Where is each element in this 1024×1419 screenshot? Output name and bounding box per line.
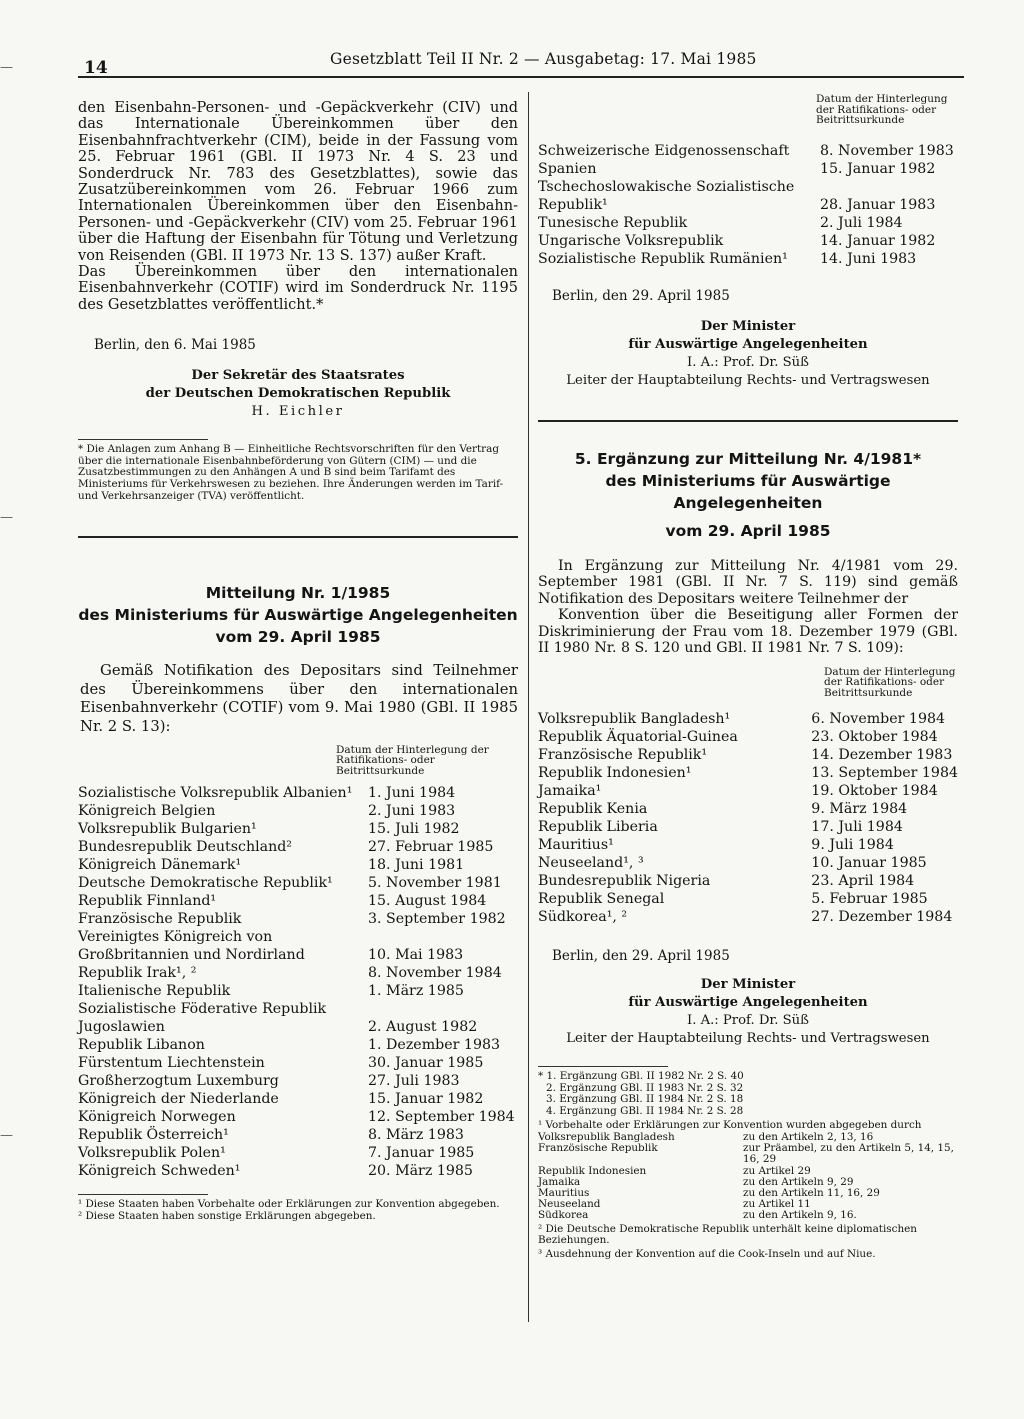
state-name: Königreich Schweden¹ [78, 1163, 241, 1180]
state-row [538, 232, 958, 250]
heading-line-3: vom 29. April 1985 [665, 521, 831, 540]
state-name: Sozialistische Republik Rumänien¹ [538, 250, 788, 267]
heading-line-3: vom 29. April 1985 [215, 628, 381, 647]
state-row [538, 214, 958, 232]
deposit-date: 1. Juni 1984 [368, 785, 456, 802]
state-name: Tschechoslowakische Sozialistische Republik¹ [538, 178, 795, 213]
state-name: Ungarische Volksrepublik [538, 232, 724, 249]
deposit-date: 6. November 1984 [811, 711, 946, 727]
states-table-bottom [538, 710, 958, 926]
state-name: Bundesrepublik Deutschland² [78, 839, 292, 856]
edge-mark: — [0, 60, 13, 75]
section-rule [78, 536, 518, 538]
deposit-date: 10. Mai 1983 [368, 947, 464, 964]
deposit-date: 20. März 1985 [368, 1163, 473, 1180]
heading-line-1: Mitteilung Nr. 1/1985 [205, 584, 391, 603]
state-row [538, 890, 958, 908]
state-name: Republik Senegal [538, 891, 665, 907]
header-rule [78, 76, 964, 78]
intro-paragraph-2: Das Übereinkommen über den internationalen Eisenbahnverkehr (COTIF) wird im Sonderdruck Nr. 1195 des Gesetzblattes veröffentlicht.* [78, 264, 518, 313]
state-row [78, 1000, 518, 1036]
reservation-state: Republik Indonesien [538, 1164, 647, 1177]
state-row [538, 872, 958, 890]
footnote-1-intro: ¹ Vorbehalte oder Erklärungen zur Konvention wurden abgegeben durch [538, 1119, 922, 1132]
state-name: Republik Österreich¹ [78, 1127, 229, 1144]
place-date: Berlin, den 29. April 1985 [552, 287, 730, 304]
reservation-state: Französische Republik [538, 1142, 658, 1155]
state-name: Tunesische Republik [538, 214, 688, 231]
state-name: Republik Kenia [538, 801, 648, 817]
state-name: Deutsche Demokratische Republik¹ [78, 875, 333, 892]
reservation-articles: zu Artikel 11 [743, 1198, 811, 1211]
state-name: Italienische Republik [78, 983, 231, 1000]
state-row [78, 856, 518, 874]
state-name: Republik Irak¹, ² [78, 965, 197, 982]
state-row [538, 178, 958, 214]
state-name: Republik Libanon [78, 1037, 205, 1054]
state-name: Volksrepublik Bangladesh¹ [538, 711, 731, 727]
deposit-date: 15. Januar 1982 [820, 160, 936, 177]
state-row [78, 928, 518, 964]
signature-name: I. A.: Prof. Dr. Süß [686, 1013, 809, 1028]
state-name: Schweizerische Eidgenossenschaft [538, 142, 790, 159]
state-row [538, 854, 958, 872]
state-row [78, 802, 518, 820]
deposit-date: 19. Oktober 1984 [811, 783, 938, 799]
footnote-rule [538, 1066, 668, 1067]
state-name: Republik Liberia [538, 819, 658, 835]
state-name: Mauritius¹ [538, 837, 614, 853]
states-table [78, 784, 518, 1180]
deposit-date: 23. Oktober 1984 [811, 729, 938, 745]
signature-name: H. Eichler [251, 404, 345, 420]
reservation-articles: zu den Artikeln 9, 29 [743, 1175, 854, 1188]
state-name: Königreich Norwegen [78, 1109, 236, 1126]
signature-title-2: der Deutschen Demokratischen Republik [145, 386, 451, 402]
deposit-date: 23. April 1984 [811, 873, 915, 889]
state-row [538, 818, 958, 836]
signature-role: Leiter der Hauptabteilung Rechts- und Vertragswesen [566, 372, 930, 388]
state-name: Vereinigtes Königreich von Großbritannien und Nordirland [78, 929, 305, 964]
state-name: Sozialistische Volksrepublik Albanien¹ [78, 785, 353, 802]
deposit-date: 17. Juli 1984 [811, 819, 903, 835]
state-name: Spanien [538, 160, 597, 177]
state-name: Königreich Dänemark¹ [78, 857, 242, 874]
dates-column-header: Datum der Hinterlegung der Ratifikations- oder Beitrittsurkunde [336, 743, 489, 777]
section-heading [78, 582, 518, 648]
deposit-date: 28. Januar 1983 [820, 196, 936, 213]
footnote-rule [78, 1194, 208, 1195]
signature-block [538, 318, 958, 390]
footnote-star-list [538, 1071, 958, 1117]
body-paragraph: In Ergänzung zur Mitteilung Nr. 4/1981 vom 29. September 1981 (GBl. II Nr. 7 S. 119) sind gemäß Notifikation des Depositars weitere Teilnehmer der [538, 557, 958, 607]
body-paragraph: Gemäß Notifikation des Depositars sind Teilnehmer des Übereinkommens über den internationalen Eisenbahnverkehr (COTIF) vom 9. Mai 1980 (GBl. II 1985 Nr. 2 S. 13): [80, 662, 518, 736]
footnote-star-item: 4. Ergänzung GBl. II 1984 Nr. 2 S. 28 [546, 1104, 744, 1117]
footnote-rule [78, 439, 208, 440]
dates-column-header: Datum der Hinterlegung der Ratifikations- oder Beitrittsurkunde [816, 93, 948, 126]
reservation-articles: zu den Artikeln 2, 13, 16 [743, 1130, 874, 1143]
signature-role: Leiter der Hauptabteilung Rechts- und Vertragswesen [566, 1031, 930, 1046]
deposit-date: 9. Juli 1984 [811, 837, 894, 853]
footnote-1: ¹ Diese Staaten haben Vorbehalte oder Erklärungen zur Konvention abgegeben. [78, 1198, 500, 1211]
footnote: * Die Anlagen zum Anhang B — Einheitliche Rechtsvorschriften für den Vertrag über die internationale Eisenbahnbeförderung von Gütern (CIM) — und die Zusatzbestimmungen zu den Anhängen A und B sind beim Tarifamt des Ministeriums für Verkehrswesen zu beziehen. Ihre Änderungen werden im Tarif- und Verkehrsanzeiger (TVA) veröffentlicht. [78, 443, 504, 502]
page-number: 14 [84, 58, 108, 78]
state-row [78, 784, 518, 802]
section-heading [538, 448, 958, 542]
state-name: Sozialistische Föderative Republik Jugoslawien [78, 1001, 327, 1036]
reservation-state: Neuseeland [538, 1198, 601, 1211]
deposit-date: 2. Juni 1983 [368, 803, 456, 820]
state-name: Königreich der Niederlande [78, 1091, 279, 1108]
footnote-star-item: 2. Ergänzung GBl. II 1983 Nr. 2 S. 32 [546, 1081, 744, 1094]
signature-title: Der Minister [700, 977, 796, 992]
section-rule [538, 420, 958, 422]
state-row [78, 838, 518, 856]
state-name: Republik Indonesien¹ [538, 765, 692, 781]
column-divider [528, 92, 529, 1322]
state-row [538, 908, 958, 926]
deposit-date: 1. März 1985 [368, 983, 464, 1000]
place-date: Berlin, den 29. April 1985 [552, 948, 730, 964]
deposit-date: 14. Dezember 1983 [811, 747, 953, 763]
dates-column-header: Datum der Hinterlegung der Ratifikations- oder Beitrittsurkunde [824, 665, 956, 699]
deposit-date: 27. Juli 1983 [368, 1073, 460, 1090]
reservation-state: Mauritius [538, 1186, 590, 1199]
state-row [538, 728, 958, 746]
state-row [78, 1162, 518, 1180]
state-row [538, 836, 958, 854]
state-row [78, 820, 518, 838]
signature-title-2: für Auswärtige Angelegenheiten [628, 336, 868, 352]
state-name: Volksrepublik Polen¹ [78, 1145, 226, 1162]
signature-name: I. A.: Prof. Dr. Süß [686, 354, 809, 370]
deposit-date: 15. August 1984 [368, 893, 487, 910]
state-row [538, 710, 958, 728]
state-row [78, 892, 518, 910]
deposit-date: 5. Februar 1985 [811, 891, 928, 907]
deposit-date: 12. September 1984 [368, 1109, 515, 1126]
reservation-articles: zu Artikel 29 [743, 1164, 811, 1177]
state-name: Bundesrepublik Nigeria [538, 873, 711, 889]
deposit-date: 10. Januar 1985 [811, 855, 927, 871]
footnote-star-item: 3. Ergänzung GBl. II 1984 Nr. 2 S. 18 [546, 1093, 744, 1106]
state-row [78, 1108, 518, 1126]
state-name: Republik Finnland¹ [78, 893, 217, 910]
footnote-star-item: * 1. Ergänzung GBl. II 1982 Nr. 2 S. 40 [538, 1070, 744, 1082]
reservation-articles: zu den Artikeln 11, 16, 29 [743, 1186, 880, 1199]
heading-line-2: des Ministeriums für Auswärtige Angelegenheiten [605, 471, 891, 512]
footnote-2: ² Die Deutsche Demokratische Republik unterhält keine diplomatischen Beziehungen. [538, 1222, 917, 1247]
state-row [78, 1036, 518, 1054]
deposit-date: 27. Dezember 1984 [811, 909, 953, 925]
state-name: Südkorea¹, ² [538, 909, 628, 925]
signature-block [538, 976, 958, 1048]
state-name: Fürstentum Liechtenstein [78, 1055, 265, 1072]
right-column [538, 94, 958, 1260]
deposit-date: 1. Dezember 1983 [368, 1037, 501, 1054]
state-name: Volksrepublik Bulgarien¹ [78, 821, 257, 838]
deposit-date: 15. Januar 1982 [368, 1091, 484, 1108]
state-row [538, 800, 958, 818]
heading-line-1: 5. Ergänzung zur Mitteilung Nr. 4/1981* [574, 449, 922, 468]
state-row [78, 982, 518, 1000]
left-column [78, 100, 518, 1222]
states-table-top [538, 142, 958, 268]
state-row [78, 1144, 518, 1162]
place-date: Berlin, den 6. Mai 1985 [94, 337, 256, 354]
edge-mark: — [0, 510, 13, 525]
reservation-state: Volksrepublik Bangladesh [538, 1130, 675, 1143]
signature-title-2: für Auswärtige Angelegenheiten [628, 995, 868, 1010]
footnote-1-grid [538, 1132, 958, 1222]
reservation-state: Südkorea [538, 1209, 589, 1222]
state-row [538, 160, 958, 178]
state-row [78, 910, 518, 928]
deposit-date: 9. März 1984 [811, 801, 908, 817]
reservation-articles: zu den Artikeln 9, 16. [743, 1209, 857, 1222]
deposit-date: 15. Juli 1982 [368, 821, 460, 838]
body-paragraph-2: Konvention über die Beseitigung aller Formen der Diskriminierung der Frau vom 18. Dezember 1979 (GBl. II 1980 Nr. 8 S. 120 und GBl. II 1981 Nr. 7 S. 109): [538, 607, 958, 656]
signature-title: Der Minister [700, 318, 796, 334]
state-row [78, 874, 518, 892]
deposit-date: 8. November 1984 [368, 965, 502, 982]
deposit-date: 2. Juli 1984 [820, 214, 903, 231]
state-name: Französische Republik [78, 911, 242, 928]
edge-mark: — [0, 1128, 13, 1143]
signature-block [78, 367, 518, 421]
deposit-date: 14. Juni 1983 [820, 250, 917, 267]
footnote-2: ² Diese Staaten haben sonstige Erklärungen abgegeben. [78, 1209, 376, 1222]
state-name: Französische Republik¹ [538, 747, 708, 763]
deposit-date: 13. September 1984 [811, 765, 958, 781]
state-row [78, 1054, 518, 1072]
state-name: Königreich Belgien [78, 803, 216, 820]
deposit-date: 3. September 1982 [368, 911, 506, 928]
state-row [78, 964, 518, 982]
signature-title: Der Sekretär des Staatsrates [191, 368, 405, 384]
deposit-date: 5. November 1981 [368, 875, 502, 892]
state-row [538, 746, 958, 764]
deposit-date: 18. Juni 1981 [368, 857, 465, 874]
state-name: Jamaika¹ [538, 783, 602, 799]
deposit-date: 2. August 1982 [368, 1019, 478, 1036]
state-row [78, 1126, 518, 1144]
state-name: Großherzogtum Luxemburg [78, 1073, 279, 1090]
state-row [538, 764, 958, 782]
deposit-date: 30. Januar 1985 [368, 1055, 484, 1072]
deposit-date: 27. Februar 1985 [368, 839, 494, 856]
deposit-date: 8. März 1983 [368, 1127, 464, 1144]
state-name: Republik Äquatorial-Guinea [538, 729, 738, 745]
state-row [538, 142, 958, 160]
intro-paragraph: den Eisenbahn-Personen- und -Gepäckverkehr (CIV) und das Internationale Übereinkommen über den Eisenbahnfrachtverkehr (CIM), beide in der Fassung vom 25. Februar 1961 (GBl. II 1973 Nr. 4 S. 23 und Sonderdruck Nr. 783 des Gesetzblattes), sowie das Zusatzübereinkommen vom 26. Februar 1966 zum Internationalen Übereinkommen über den Eisenbahn-Personen- und -Gepäckverkehr (CIV) vom 25. Februar 1961 über die Haftung der Eisenbahn für Tötung und Verletzung von Reisenden (GBl. II 1973 Nr. 13 S. 137) außer Kraft. [78, 100, 518, 264]
page-header-title: Gesetzblatt Teil II Nr. 2 — Ausgabetag: 17. Mai 1985 [330, 50, 757, 68]
state-row [538, 250, 958, 268]
heading-line-2: des Ministeriums für Auswärtige Angelegenheiten [78, 606, 518, 625]
state-name: Neuseeland¹, ³ [538, 855, 644, 871]
state-row [538, 782, 958, 800]
footnote-3: ³ Ausdehnung der Konvention auf die Cook-Inseln und auf Niue. [538, 1247, 876, 1260]
state-row [78, 1090, 518, 1108]
reservation-state: Jamaika [538, 1175, 581, 1188]
deposit-date: 7. Januar 1985 [368, 1145, 475, 1162]
state-row [78, 1072, 518, 1090]
reservation-articles: zur Präambel, zu den Artikeln 5, 14, 15, 16, 29 [743, 1142, 954, 1166]
deposit-date: 14. Januar 1982 [820, 232, 936, 249]
deposit-date: 8. November 1983 [820, 142, 954, 159]
